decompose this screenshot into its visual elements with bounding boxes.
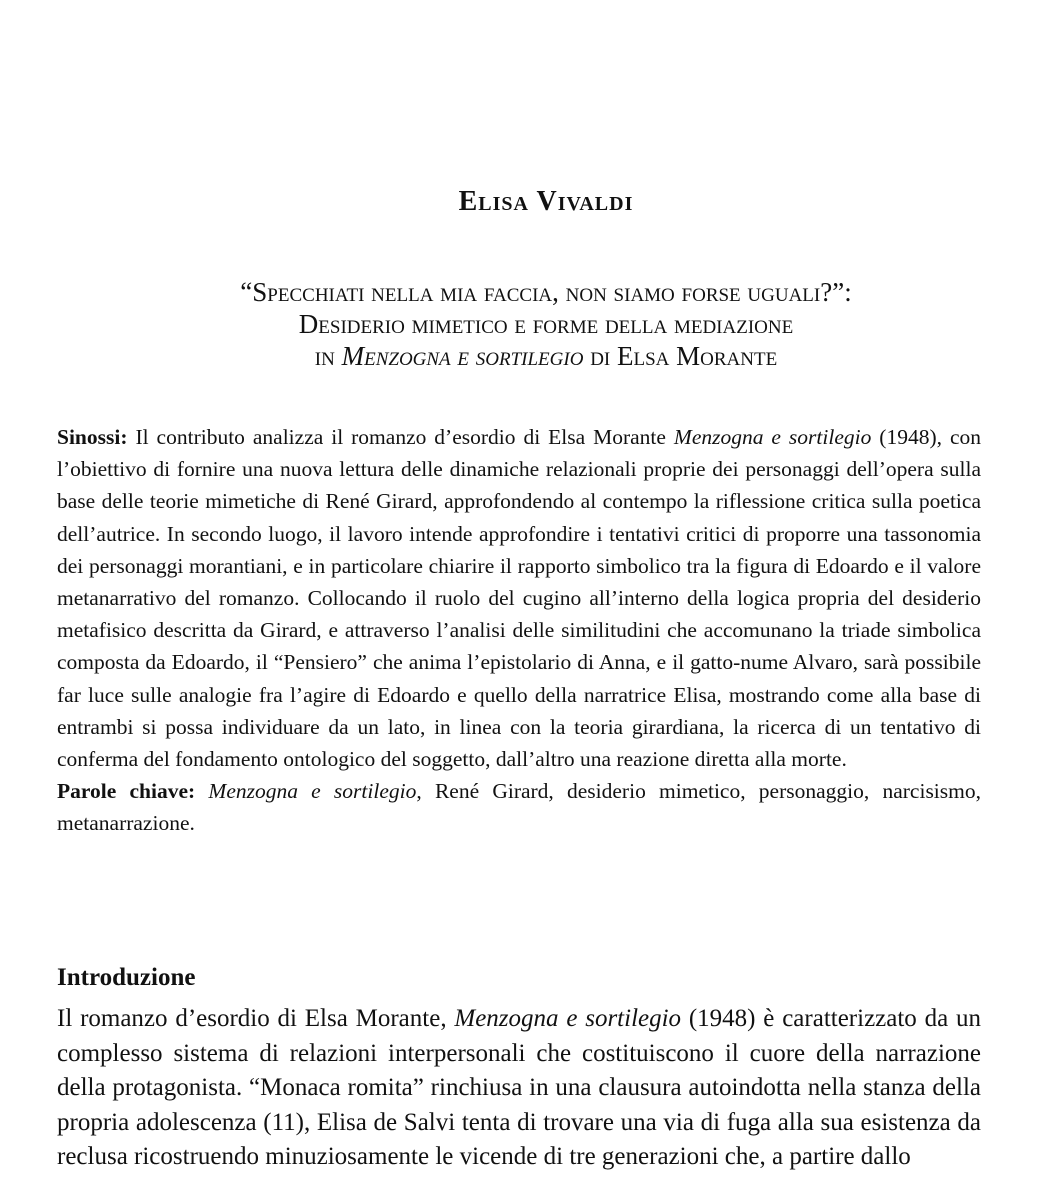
introduction-paragraph [57,1002,981,1175]
abstract-text-1: Il contributo analizza il romanzo d’esordio di Elsa Morante [127,425,674,449]
title-work-italic: Menzogna e sortilegio [341,341,584,371]
keywords-label: Parole chiave: [57,779,196,804]
title-line-2: Desiderio mimetico e forme della mediazione [298,309,794,339]
author-name: Elisa Vivaldi [458,186,634,217]
intro-text-1: Il romanzo d’esordio di Elsa Morante, [57,1005,455,1032]
abstract-paragraph [57,421,981,775]
abstract-text-2: (1948), con l’obiettivo di fornire una nuova lettura delle dinamiche relazionali proprie dei personaggi dell’opera sulla base delle teorie mimetiche di René Girard, approfondendo al contempo la riflessione critica sulla poetica dell’autrice. In secondo luogo, il lavoro intende approfondire i tentativi critici di proporre una tassonomia dei personaggi morantiani, e in particolare chiarire il rapporto simbolico tra la figura di Edoardo e il valore metanarrativo del romanzo. Collocando il ruolo del cugino all’interno della logica propria del desiderio metafisico descritta da Girard, e attraverso l’analisi delle similitudini che accomunano la triade simbolica composta da Edoardo, il “Pensiero” che anima l’epistolario di Anna, e il gatto-nume Alvaro, sarà possibile far luce sulle analogie fra l’agire di Edoardo e quello della narratrice Elisa, mostrando come alla base di entrambi si possa individuare da un lato, in linea con la teoria girardiana, la ricerca di un tentativo di conferma del fondamento ontologico del soggetto, dall’altro una reazione diretta alla morte. [57,425,981,772]
intro-italic-title: Menzogna e sortilegio [454,1005,682,1032]
keywords-text: , René Girard, desiderio mimetico, personaggio, narcisismo, metanarrazione. [57,779,981,836]
abstract-section [57,421,981,840]
abstract-italic-title: Menzogna e sortilegio [673,425,872,449]
title-line-3 [57,340,1035,372]
title-line-3-suffix: di Elsa Morante [583,341,778,371]
keywords-italic-title: Menzogna e sortilegio [208,779,417,804]
introduction-body [57,1002,981,1175]
intro-text-2: (1948) è caratterizzato da un complesso sistema di relazioni interpersonali che costituiscono il cuore della narrazione della protagonista. “Monaca romita” rinchiusa in una clausura autoindotta nella stanza della propria adolescenza (11), Elisa de Salvi tenta di trovare una via di fuga alla sua esistenza da reclusa ricostruendo minuziosamente le vicende di tre generazioni che, a partire dallo [57,1005,981,1170]
title-line-1: “Specchiati nella mia faccia, non siamo forse uguali?”: [240,277,852,307]
section-heading-introduzione: Introduzione [57,964,196,991]
keywords-paragraph [57,775,981,839]
paper-title [57,276,1035,372]
title-line-3-prefix: in [314,341,342,371]
abstract-label: Sinossi: [57,425,128,449]
